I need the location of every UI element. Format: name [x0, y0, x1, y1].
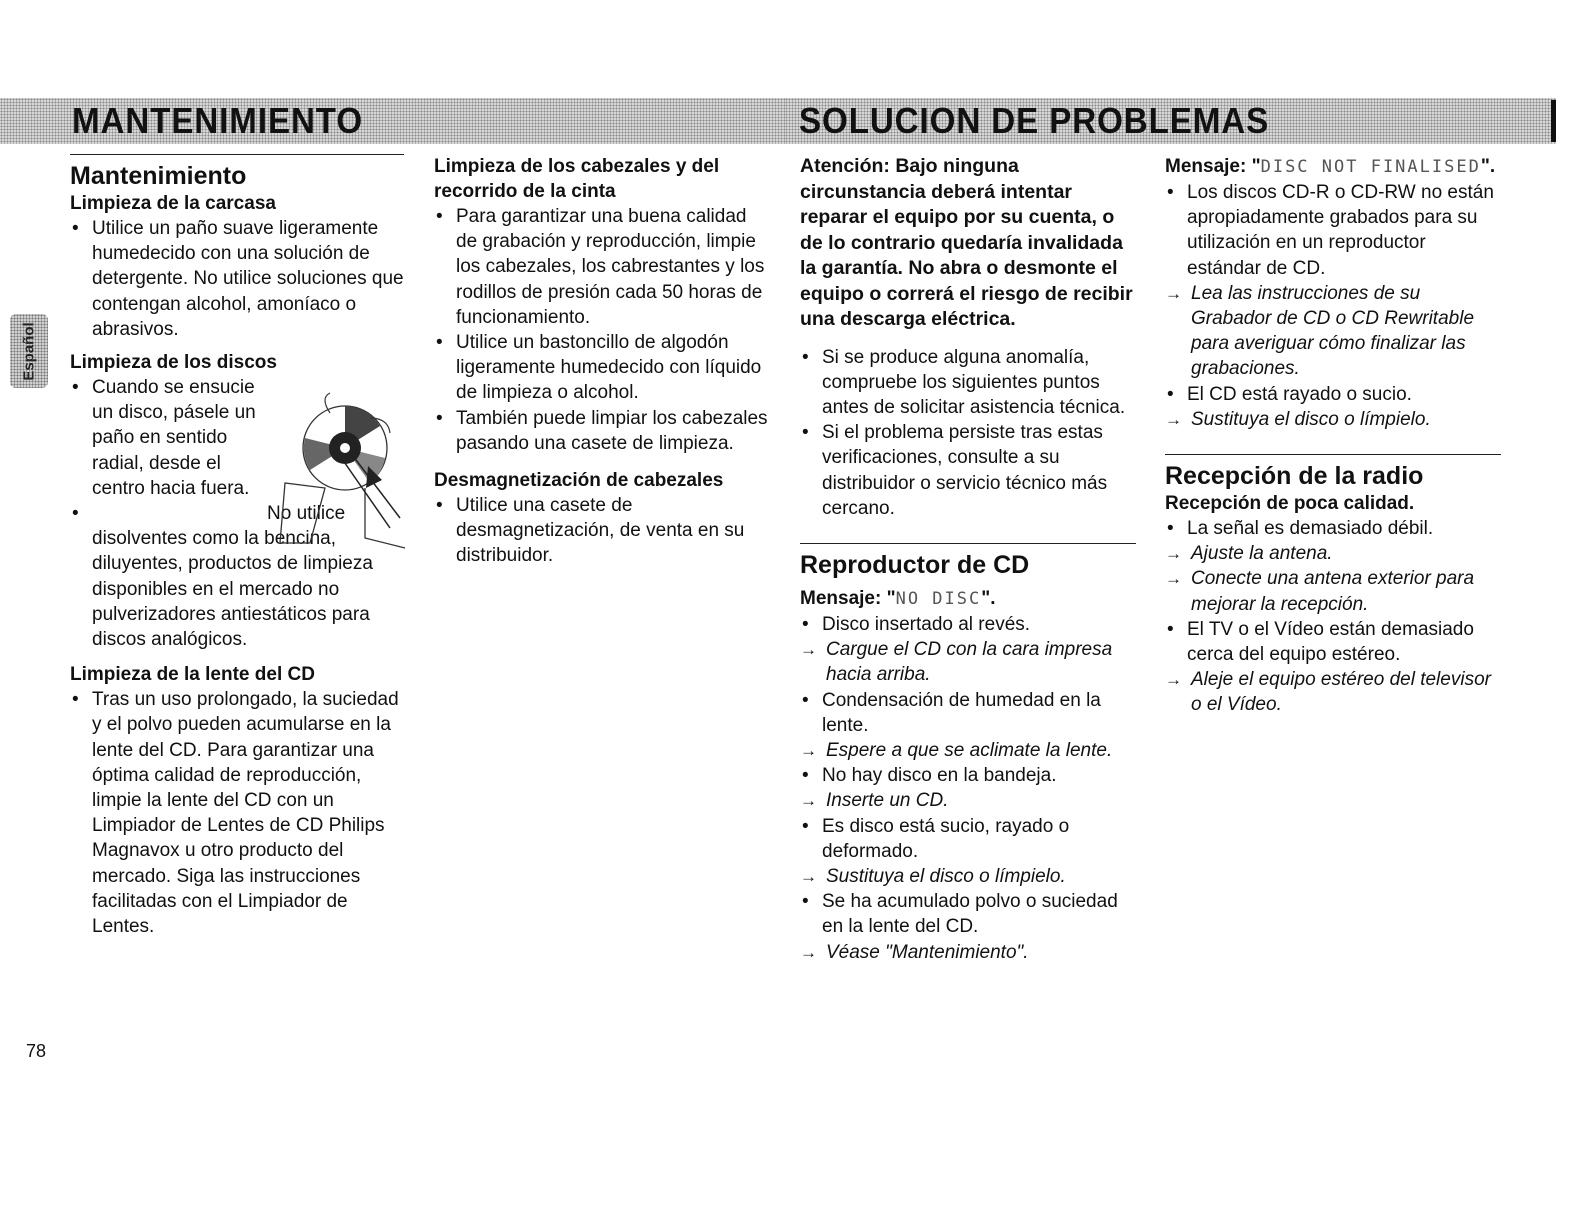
message-label-2: Mensaje: ": [1165, 156, 1261, 177]
message-end: ".: [981, 587, 996, 609]
cd-item-cause: • Se ha acumulado polvo o suciedad en la lente del CD.: [800, 889, 1136, 939]
banner-title-mantenimiento: MANTENIMIENTO: [72, 100, 364, 141]
banner-end-bar: [1551, 100, 1556, 142]
message-label: Mensaje: ": [800, 587, 896, 609]
cd-item-remedy: → Espere a que se aclimate la lente.: [800, 738, 1136, 763]
lcd-message-value-2: DISC NOT FINALISED: [1260, 157, 1481, 177]
subheading-discos: Limpieza de los discos: [70, 352, 277, 374]
language-tab-label: Español: [20, 321, 38, 381]
bullet-persiste: • Si el problema persiste tras estas verificaciones, consulte a su distribuidor o servicio técnico más cercano.: [800, 420, 1136, 521]
column-cabezales: [434, 154, 768, 569]
cd-item-remedy: → Cargue el CD con la cara impresa hacia arriba.: [800, 637, 1136, 687]
cd-item-remedy: → Sustituya el disco o límpielo.: [800, 864, 1136, 889]
cd-item-remedy: → Véase "Mantenimiento".: [800, 940, 1136, 965]
cd-troubleshoot-list: [800, 612, 1136, 965]
subheading-carcasa: Limpieza de la carcasa: [70, 193, 276, 214]
cd-item-cause: • Es disco está sucio, rayado o deformado.: [800, 814, 1136, 864]
bullet-anomalia: • Si se produce alguna anomalía, compruebe los siguientes puntos antes de solicitar asistencia técnica.: [800, 345, 1136, 421]
language-tab: [10, 314, 48, 388]
radio-item-remedy: → Aleje el equipo estéreo del televisor o el Vídeo.: [1165, 667, 1501, 717]
message-no-disc: [800, 586, 1136, 612]
subheading-lente: Limpieza de la lente del CD: [70, 664, 315, 686]
bullet-cabezales-1: • Para garantizar una buena calidad de grabación y reproducción, limpie los cabezales, los cabrestantes y los rodillos de presión cada 50 horas de funcionamiento.: [434, 204, 768, 330]
radio-item-cause: • El TV o el Vídeo están demasiado cerca del equipo estéreo.: [1165, 617, 1501, 667]
section-banner-mantenimiento: [0, 98, 785, 144]
finalise-item-remedy: → Sustituya el disco o límpielo.: [1165, 407, 1501, 432]
radio-item-remedy: → Conecte una antena exterior para mejorar la recepción.: [1165, 566, 1501, 616]
page-number: 78: [26, 1041, 47, 1061]
radio-item-remedy: → Ajuste la antena.: [1165, 541, 1501, 566]
bullet-cabezales-2: • Utilice un bastoncillo de algodón ligeramente humedecido con líquido de limpieza o alcohol.: [434, 330, 768, 406]
finalise-item-remedy: → Lea las instrucciones de su Grabador de CD o CD Rewritable para averiguar cómo finalizar las grabaciones.: [1165, 281, 1501, 382]
heading-reproductor-cd: Reproductor de CD: [800, 543, 1136, 580]
subheading-desmagnetizacion: Desmagnetización de cabezales: [434, 470, 724, 492]
subheading-poca-calidad: Recepción de poca calidad.: [1165, 493, 1415, 515]
bullet-discos-1: • Cuando se ensucie un disco, pásele un paño en sentido radial, desde el centro hacia fuera.: [70, 375, 272, 501]
banner-title-solucion: SOLUCION DE PROBLEMAS: [799, 100, 1270, 141]
cd-item-cause: • Disco insertado al revés.: [800, 612, 1136, 637]
bullet-desmagnetizacion: • Utilice una casete de desmagnetización, de venta en su distribuidor.: [434, 493, 768, 569]
finalise-troubleshoot-list: [1165, 180, 1501, 432]
finalise-item-cause: • Los discos CD-R o CD-RW no están apropiadamente grabados para su utilización en un reproductor estándar de CD.: [1165, 180, 1501, 281]
cd-cleaning-illustration: [270, 388, 410, 552]
lcd-message-value: NO DISC: [895, 588, 982, 609]
cd-item-remedy: → Inserte un CD.: [800, 788, 1136, 813]
message-end-2: ".: [1480, 156, 1496, 177]
bullet-carcasa: • Utilice un paño suave ligeramente humedecido con una solución de detergente. No utilice soluciones que contengan alcohol, amoníaco o abrasivos.: [70, 216, 404, 342]
column-mensajes-radio: [1165, 154, 1501, 718]
finalise-item-cause: • El CD está rayado o sucio.: [1165, 382, 1501, 407]
column-problemas: [800, 154, 1136, 965]
bullet-lente: • Tras un uso prolongado, la suciedad y el polvo pueden acumularse en la lente del CD. Para garantizar una óptima calidad de reproducción, limpie la lente del CD con un Limpiador de Lentes de CD Philips Magnavox u otro producto del mercado. Siga las instrucciones facilitadas con el Limpiador de Lentes.: [70, 687, 404, 939]
radio-troubleshoot-list: [1165, 516, 1501, 718]
cd-item-cause: • No hay disco en la bandeja.: [800, 763, 1136, 788]
bullet-discos-2-text: No utilice disolventes como la bencina, diluyentes, productos de limpieza disponibles en el mercado no pulverizadores antiestáticos para discos analógicos.: [92, 503, 373, 651]
section-banner-solucion: [785, 98, 1556, 144]
subheading-cabezales: Limpieza de los cabezales y del recorrido de la cinta: [434, 156, 720, 202]
radio-item-cause: • La señal es demasiado débil.: [1165, 516, 1501, 541]
bullet-cabezales-3: • También puede limpiar los cabezales pasando una casete de limpieza.: [434, 406, 768, 456]
message-not-finalised: [1165, 154, 1501, 180]
warning-text: Atención: Bajo ninguna circunstancia deberá intentar reparar el equipo por su cuenta, o de lo contrario quedaría invalidada la garantía. No abra o desmonte el equipo o correrá el riesgo de recibir una descarga eléctrica.: [800, 155, 1133, 330]
heading-mantenimiento: Mantenimiento: [70, 154, 404, 191]
cd-item-cause: • Condensación de humedad en la lente.: [800, 688, 1136, 738]
heading-recepcion-radio: Recepción de la radio: [1165, 454, 1501, 491]
